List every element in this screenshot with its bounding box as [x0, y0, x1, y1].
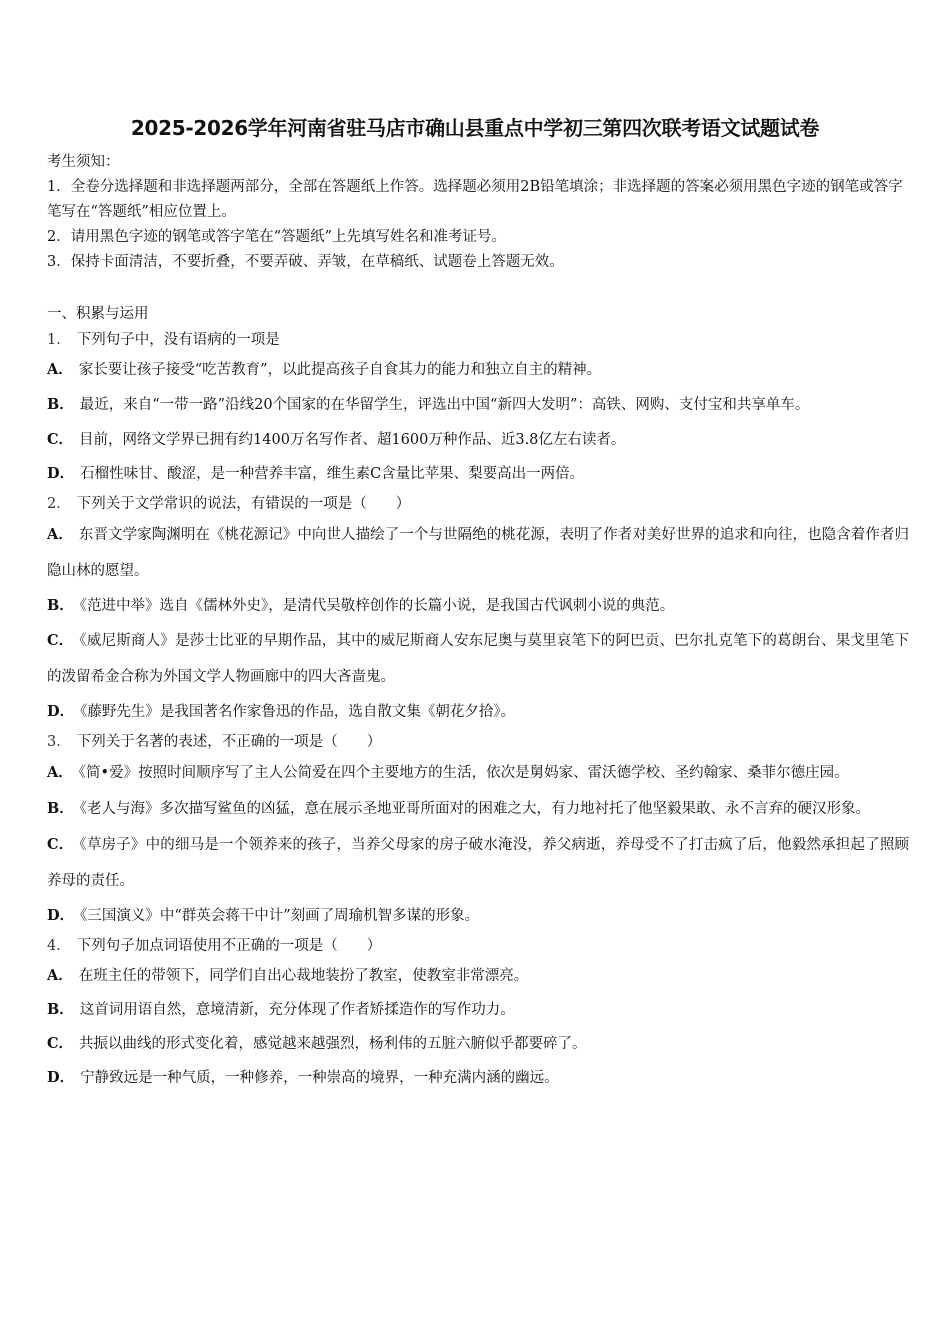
notice-heading: 考生须知： [47, 154, 120, 170]
question-text: 下列关于文学常识的说法，有错误的一项是（ ） [76, 496, 411, 512]
option-text: 宁静致远是一种气质，一种修养，一种崇高的境界，一种充满内涵的幽远。 [80, 1070, 559, 1086]
option-label: D． [47, 907, 75, 924]
option-c [47, 1027, 909, 1061]
option-label: B． [47, 597, 74, 614]
question-text: 下列关于名著的表述，不正确的一项是（ ） [76, 734, 382, 750]
option-d [47, 899, 909, 933]
option-label: A． [47, 764, 73, 781]
option-label: D． [47, 465, 75, 482]
option-label: A． [47, 967, 73, 984]
option-label: D． [47, 703, 75, 720]
option-label: C． [47, 632, 74, 649]
option-text: 在班主任的带领下，同学们自出心裁地装扮了教室，使教室非常漂亮。 [78, 968, 529, 984]
option-text: 《草房子》中的细马是一个领养来的孩子，当养父母家的房子破水淹没，养父病逝，养母受不了打击疯了后，他毅然承担起了照顾养母的责任。 [47, 837, 910, 889]
option-label: C． [47, 431, 74, 448]
option-label: C． [47, 1035, 74, 1052]
option-text: 这首词用语自然，意境清新，充分体现了作者矫揉造作的写作功力。 [79, 1002, 515, 1018]
question-1 [47, 327, 909, 491]
option-text: 家长要让孩子接受“吃苦教育”，以此提高孩子自食其力的能力和独立自主的精神。 [78, 362, 602, 378]
notice-item: 2．请用黑色字迹的钢笔或答字笔在“答题纸”上先填写姓名和准考证号。 [47, 229, 507, 245]
question-4 [47, 933, 909, 1095]
option-label: A． [47, 361, 73, 378]
candidate-notice [47, 150, 909, 275]
notice-item: 3．保持卡面清洁，不要折叠，不要弄破、弄皱，在草稿纸、试题卷上答题无效。 [47, 254, 564, 270]
option-text: 东晋文学家陶渊明在《桃花源记》中向世人描绘了一个与世隔绝的桃花源，表明了作者对美好世界的追求和向往，也隐含着作者归隐山林的愿望。 [47, 527, 909, 579]
option-a [47, 353, 909, 387]
option-b [47, 993, 909, 1027]
option-text: 《威尼斯商人》是莎士比亚的早期作品，其中的威尼斯商人安东尼奥与莫里哀笔下的阿巴贡、巴尔扎克笔下的葛朗台、果戈里笔下的泼留希金合称为外国文学人物画廊中的四大吝啬鬼。 [47, 633, 910, 685]
option-b [47, 387, 909, 423]
question-number: 2． [47, 496, 71, 512]
page-title: 2025-2026学年河南省驻马店市确山县重点中学初三第四次联考语文试题试卷 [130, 116, 820, 140]
question-stem [47, 491, 909, 517]
option-c [47, 423, 909, 457]
option-c [47, 827, 909, 899]
option-a [47, 755, 909, 791]
option-text: 《三国演义》中“群英会蒋干中计”刻画了周瑜机智多谋的形象。 [80, 908, 480, 924]
option-label: B． [47, 800, 74, 817]
option-text: 最近，来自“一带一路”沿线20个国家的在华留学生，评选出中国“新四大发明”：高铁、网购、支付宝和共享单车。 [79, 397, 810, 413]
option-label: A． [47, 526, 73, 543]
question-number: 4． [47, 938, 71, 954]
question-text: 下列句子中，没有语病的一项是 [76, 332, 280, 348]
question-stem [47, 729, 909, 755]
question-text: 下列句子加点词语使用不正确的一项是（ ） [76, 938, 382, 954]
section-heading: 一、积累与运用 [47, 306, 149, 322]
option-text: 《老人与海》多次描写鲨鱼的凶猛，意在展示圣地亚哥所面对的困难之大，有力地衬托了他坚毅果敢、永不言弃的硬汉形象。 [79, 801, 871, 817]
option-d [47, 695, 909, 729]
question-number: 3． [47, 734, 71, 750]
question-stem [47, 327, 909, 353]
question-stem [47, 933, 909, 959]
option-label: B． [47, 396, 74, 413]
option-label: B． [47, 1001, 74, 1018]
notice-item: 1．全卷分选择题和非选择题两部分，全部在答题纸上作答。选择题必须用2B铅笔填涂；非选择题的答案必须用黑色字迹的钢笔或答字笔写在“答题纸”相应位置上。 [47, 179, 903, 220]
question-2 [47, 491, 909, 729]
question-3 [47, 729, 909, 933]
option-c [47, 623, 909, 695]
option-text: 目前，网络文学界已拥有约1400万名写作者、超1600万种作品、近3.8亿左右读者。 [79, 432, 626, 448]
option-label: C． [47, 836, 74, 853]
option-text: 《范进中举》选自《儒林外史》，是清代吴敬梓创作的长篇小说，是我国古代讽刺小说的典范。 [79, 598, 675, 614]
option-d [47, 1061, 909, 1095]
option-text: 《简•爱》按照时间顺序写了主人公简爱在四个主要地方的生活，依次是舅妈家、雷沃德学校、圣约翰家、桑菲尔德庄园。 [78, 765, 849, 781]
exam-content [47, 150, 909, 1095]
option-d [47, 457, 909, 491]
option-a [47, 517, 909, 589]
option-b [47, 791, 909, 827]
option-label: D． [47, 1069, 75, 1086]
option-a [47, 959, 909, 993]
option-text: 共振以曲线的形式变化着，感觉越来越强烈，杨利伟的五脏六腑似乎都要碎了。 [79, 1036, 587, 1052]
option-text: 《藤野先生》是我国著名作家鲁迅的作品，选自散文集《朝花夕拾》。 [80, 704, 516, 720]
option-text: 石榴性味甘、酸涩，是一种营养丰富，维生素C含量比苹果、梨要高出一两倍。 [80, 466, 585, 482]
option-b [47, 589, 909, 623]
question-number: 1． [47, 332, 71, 348]
